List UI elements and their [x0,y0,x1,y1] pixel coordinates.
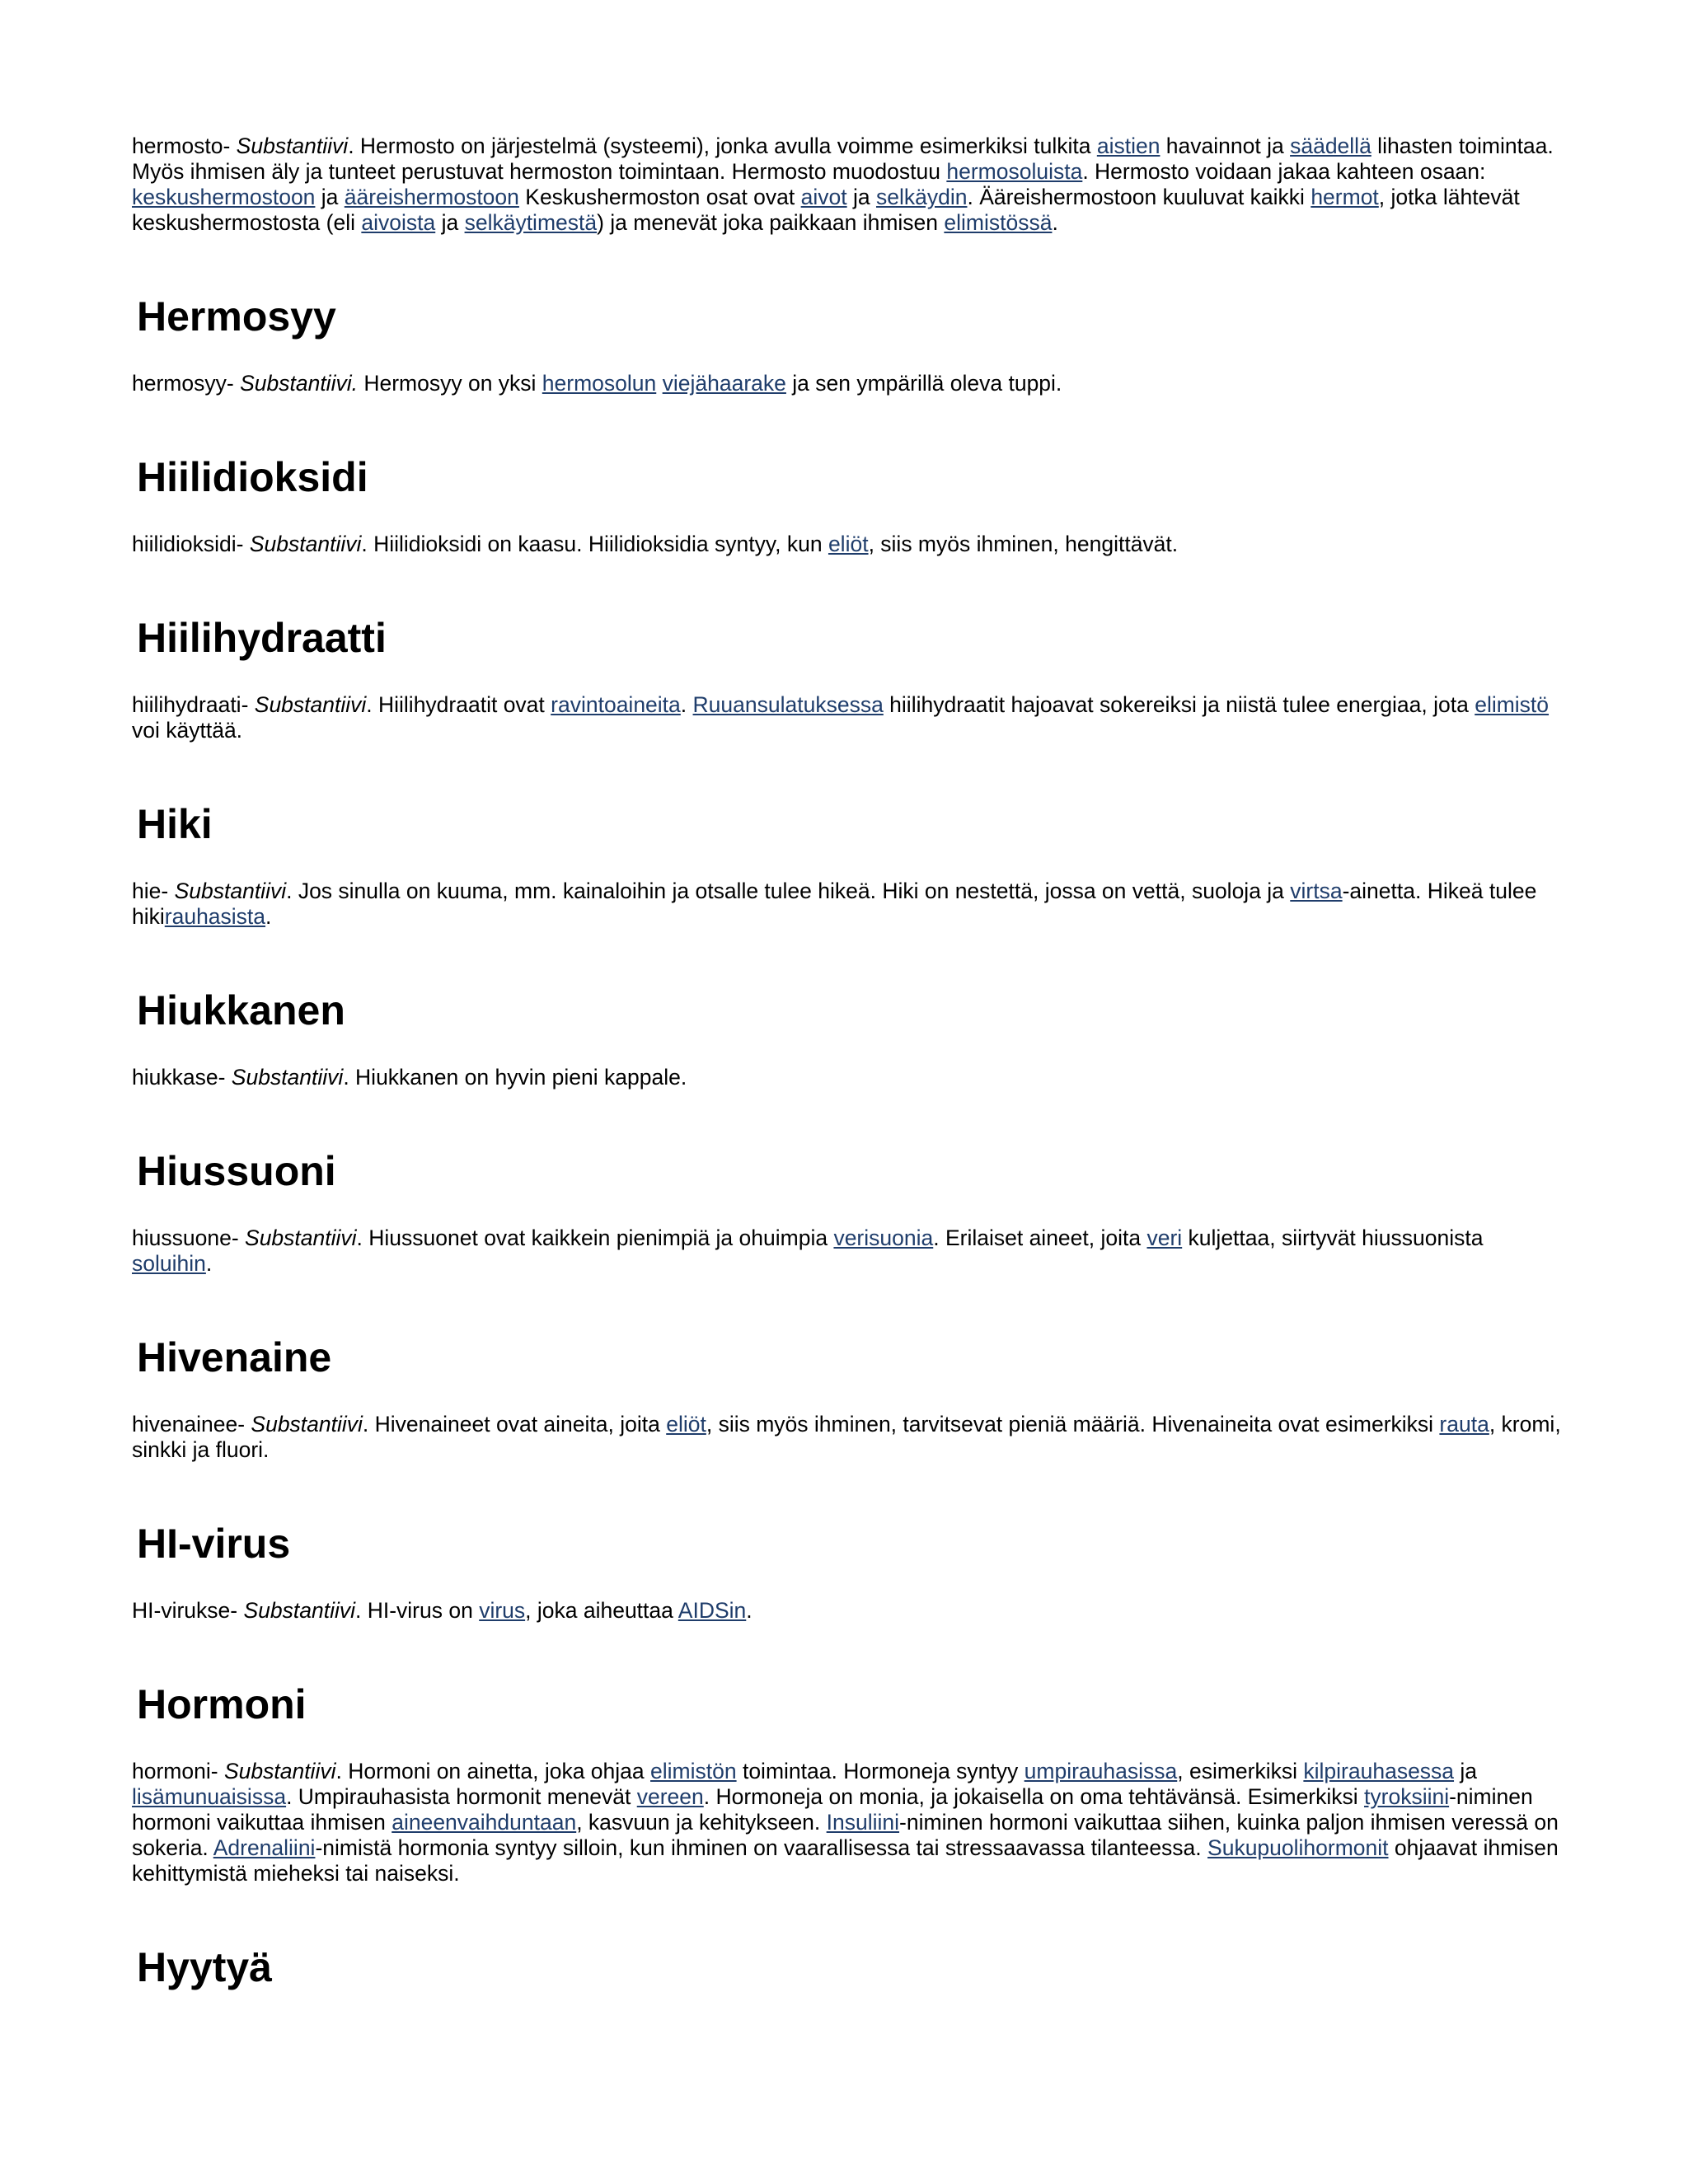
entry-text-fragment: . Hivenaineet ovat aineita, joita [362,1412,667,1436]
entry-headword: hie- [132,879,169,903]
entry-text-fragment: . Hermosto voidaan jakaa kahteen osaan: [1082,159,1486,184]
entry-headword: hivenainee- [132,1412,246,1436]
entry-text-fragment: ohjaavat ihmisen kehittymistä mieheksi tai naiseksi. [132,1835,1559,1886]
entry-headword: hormoni- [132,1759,218,1783]
glossary-link-elimistossa[interactable]: elimistössä [944,210,1053,235]
glossary-link-aistien[interactable]: aistien [1096,134,1160,158]
glossary-link-aivoista[interactable]: aivoista [361,210,436,235]
glossary-link-keskushermostoon[interactable]: keskushermostoon [132,185,316,209]
entry-text-fragment: toimintaa. Hormoneja syntyy [736,1759,1025,1783]
entry-hiussuoni-text [132,1226,1566,1277]
entry-text-fragment: hiilihydraatit hajoavat sokereiksi ja niistä tulee energiaa, jota [883,692,1475,717]
entry-headword: hermosto- [132,134,231,158]
heading-hiki: Hiki [137,801,213,847]
entry-text-fragment: . Hiilidioksidi on kaasu. Hiilidioksidia syntyy, kun [361,532,828,556]
entry-text-fragment: , kasvuun ja kehitykseen. [576,1810,827,1835]
glossary-link-tyroksiini[interactable]: tyroksiini [1364,1784,1450,1809]
part-of-speech: Substantiivi [251,1412,363,1436]
entry-text-fragment: ) ja menevät joka paikkaan ihmisen [597,210,945,235]
glossary-link-eliot[interactable]: eliöt [828,532,869,556]
entry-headword: hiilihydraati- [132,692,249,717]
glossary-link-eliot[interactable]: eliöt [666,1412,706,1436]
glossary-link-virus[interactable]: virus [479,1598,526,1623]
entry-headword: HI-virukse- [132,1598,238,1623]
glossary-link-vereen[interactable]: vereen [636,1784,704,1809]
heading-last: Hyytyä [137,1944,272,1990]
glossary-link-elimisto[interactable]: elimistö [1475,692,1550,717]
entry-text-fragment: lihasten toimintaa. Myös ihmisen äly ja tunteet perustuvat hermoston toimintaan. Hermosto muodostuu [132,134,1554,184]
glossary-link-viejahaarake[interactable]: viejähaarake [662,371,786,396]
entry-text-fragment: , esimerkiksi [1177,1759,1304,1783]
entry-text-fragment: . HI-virus on [354,1598,480,1623]
entry-text-fragment: . Hormoneja on monia, ja jokaisella on oma tehtävänsä. Esimerkiksi [703,1784,1365,1809]
heading-hiilihydraatti: Hiilihydraatti [137,615,387,661]
part-of-speech: Substantiivi [236,134,349,158]
glossary-link-hermot[interactable]: hermot [1311,185,1379,209]
glossary-link-saadella[interactable]: säädellä [1290,134,1372,158]
entry-text-fragment: ja sen ympärillä oleva tuppi. [785,371,1062,396]
entry-text-fragment: voi käyttää. [132,718,243,743]
part-of-speech: Substantiivi. [240,371,358,396]
entry-text-fragment: . [205,1251,213,1276]
entry-text-fragment: . Jos sinulla on kuuma, mm. kainaloihin ja otsalle tulee hikeä. Hiki on nestettä, jossa on vettä, suoloja ja [286,879,1291,903]
heading-hi-virus: HI-virus [137,1521,291,1567]
entry-text-fragment: -ainetta. Hikeä tulee hiki [132,879,1537,929]
glossary-link-ruuansulatuksessa[interactable]: Ruuansulatuksessa [692,692,884,717]
glossary-link-aivot[interactable]: aivot [800,185,847,209]
heading-hermosyy: Hermosyy [137,293,336,340]
heading-hormoni: Hormoni [137,1681,307,1727]
glossary-link-ravintoaineita[interactable]: ravintoaineita [551,692,681,717]
entry-text-fragment: Hermosyy on yksi [357,371,542,396]
glossary-link-aidsin[interactable]: AIDSin [678,1598,747,1623]
entry-hi-virus-text [132,1598,1566,1624]
entry-text-fragment: . Erilaiset aineet, joita [933,1226,1147,1250]
heading-hiussuoni: Hiussuoni [137,1148,336,1194]
glossary-link-aareishermostoon[interactable]: ääreishermostoon [344,185,519,209]
glossary-link-elimiston[interactable]: elimistön [650,1759,737,1783]
entry-text-fragment: ja [846,185,876,209]
entry-text-fragment: . [265,904,272,929]
entry-text-fragment: . [746,1598,753,1623]
entry-text-fragment: -niminen hormoni vaikuttaa siihen, kuinka paljon ihmisen veressä on sokeria. [132,1810,1559,1860]
entry-hiilidioksidi-text [132,532,1566,557]
part-of-speech: Substantiivi [231,1065,344,1090]
entry-text-fragment: -nimistä hormonia syntyy silloin, kun ihminen on vaarallisessa tai stressaavassa tilanteessa. [315,1835,1208,1860]
entry-text-fragment: . Umpirauhasista hormonit menevät [286,1784,637,1809]
entry-text-fragment: ja [315,185,345,209]
entry-hivenaine-text [132,1412,1566,1463]
part-of-speech: Substantiivi [243,1598,355,1623]
glossary-link-hermosolun[interactable]: hermosolun [542,371,657,396]
heading-hiilidioksidi: Hiilidioksidi [137,454,368,500]
entry-text-fragment: . Hiilihydraatit ovat [366,692,551,717]
heading-hiukkanen: Hiukkanen [137,987,345,1033]
heading-hivenaine: Hivenaine [137,1334,332,1380]
entry-headword: hiilidioksidi- [132,532,244,556]
entry-text-fragment: . Hermosto on järjestelmä (systeemi), jonka avulla voimme esimerkiksi tulkita [348,134,1097,158]
glossary-link-insuliini[interactable]: Insuliini [826,1810,900,1835]
entry-text-fragment: ja [1454,1759,1478,1783]
glossary-page [132,134,1566,1992]
entry-text-fragment: . Hiussuonet ovat kaikkein pienimpiä ja ohuimpia [356,1226,834,1250]
glossary-link-selkaytimesta[interactable]: selkäytimestä [464,210,598,235]
glossary-link-rauta[interactable]: rauta [1439,1412,1489,1436]
glossary-link-aineenvaihduntaan[interactable]: aineenvaihduntaan [392,1810,577,1835]
entry-headword: hermosyy- [132,371,234,396]
entry-hiki-text [132,879,1566,930]
glossary-link-veri[interactable]: veri [1146,1226,1183,1250]
entry-text-fragment: . [1052,210,1058,235]
glossary-link-virtsa[interactable]: virtsa [1290,879,1343,903]
entry-text-fragment: . [680,692,693,717]
entry-hermosto-text [132,134,1566,236]
glossary-link-selkaydin[interactable]: selkäydin [875,185,968,209]
entry-text-fragment: , joka aiheuttaa [525,1598,678,1623]
entry-text-fragment: -niminen hormoni vaikuttaa ihmisen [132,1784,1533,1835]
entry-hermosyy-text [132,371,1566,396]
part-of-speech: Substantiivi [249,532,362,556]
entry-hiukkanen-text [132,1065,1566,1090]
entry-hiilihydraatti-text [132,692,1566,743]
entry-text-fragment: . Hiukkanen on hyvin pieni kappale. [343,1065,687,1090]
part-of-speech: Substantiivi [174,879,287,903]
glossary-link-umpirauhasissa[interactable]: umpirauhasissa [1024,1759,1178,1783]
glossary-link-hermosoluista[interactable]: hermosoluista [946,159,1083,184]
entry-text-fragment: , kromi, sinkki ja fluori. [132,1412,1561,1462]
part-of-speech: Substantiivi [254,692,367,717]
entry-text-fragment: kuljettaa, siirtyvät hiussuonista [1182,1226,1484,1250]
entry-text-fragment: . Ääreishermostoon kuuluvat kaikki [967,185,1311,209]
entry-text-fragment: havainnot ja [1160,134,1291,158]
entry-text-fragment: Keskushermoston osat ovat [518,185,801,209]
glossary-link-soluihin[interactable]: soluihin [132,1251,206,1276]
glossary-link-adrenaliini[interactable]: Adrenaliini [213,1835,316,1860]
entry-hormoni-text [132,1759,1566,1886]
glossary-link-sukupuolihormonit[interactable]: Sukupuolihormonit [1207,1835,1389,1860]
entry-text-fragment [656,371,662,396]
part-of-speech: Substantiivi [245,1226,357,1250]
entry-headword: hiussuone- [132,1226,239,1250]
entry-text-fragment: , siis myös ihminen, tarvitsevat pieniä määriä. Hivenaineita ovat esimerkiksi [706,1412,1440,1436]
glossary-entries [132,236,1566,1886]
entry-text-fragment: ja [435,210,465,235]
entry-text-fragment: . Hormoni on ainetta, joka ohjaa [335,1759,651,1783]
entry-text-fragment: , siis myös ihminen, hengittävät. [868,532,1179,556]
glossary-link-verisuonia[interactable]: verisuonia [833,1226,934,1250]
glossary-link-kilpirauhasessa[interactable]: kilpirauhasessa [1303,1759,1455,1783]
entry-text-fragment: , jotka lähtevät keskushermostosta (eli [132,185,1520,235]
glossary-link-lisamunuaisissa[interactable]: lisämunuaisissa [132,1784,287,1809]
entry-headword: hiukkase- [132,1065,226,1090]
glossary-link-rauhasista[interactable]: rauhasista [164,904,266,929]
part-of-speech: Substantiivi [223,1759,336,1783]
